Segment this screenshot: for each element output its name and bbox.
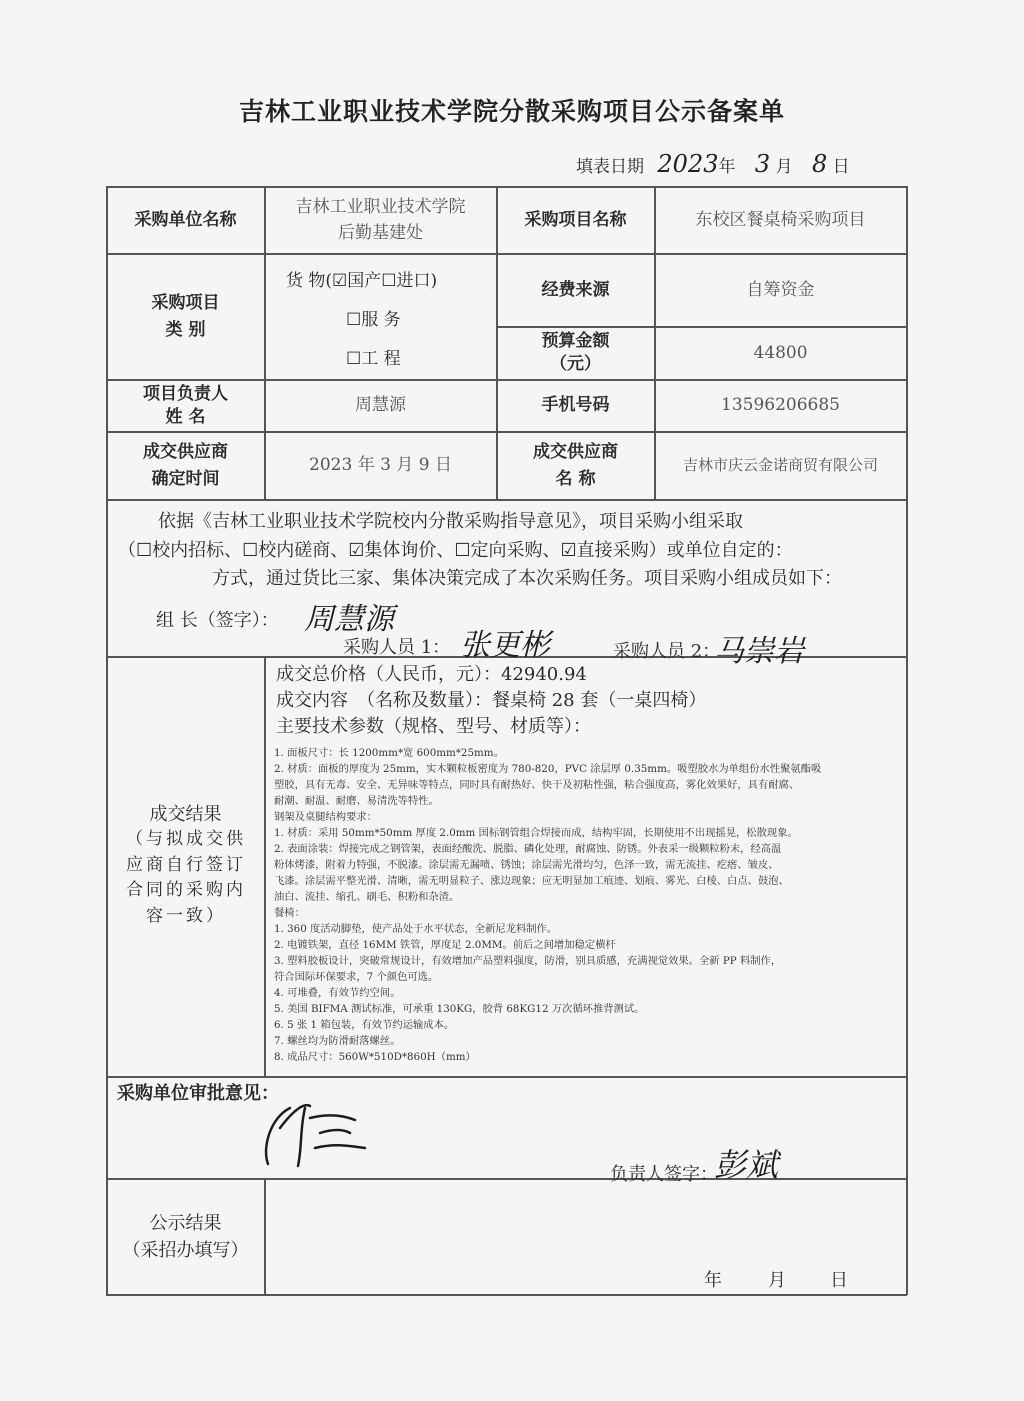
params-line: 5. 美国 BIFMA 测试标准，可承重 130KG，胶背 68KG12 万次循环推背测试。 (274, 1003, 645, 1015)
params-line: 2. 电镀铁架，直径 16MM 铁管，厚度足 2.0MM。前后之间增加稳定横杆 (274, 939, 616, 951)
supplier-time-value: 2023 年 3 月 9 日 (309, 455, 452, 476)
publicity-year-unit: 年 (704, 1270, 722, 1291)
publicity-label: 公示结果 （采招办填写） (122, 1212, 249, 1261)
fill-date-label: 填表日期 (576, 157, 644, 177)
params-line: 1. 360 度活动脚垫，使产品处于水平状态，全新尼龙料制作。 (274, 923, 558, 935)
params-line: 油白、流挂、缩孔、刷毛、积粉和杂渣。 (274, 891, 460, 903)
fill-date (576, 150, 850, 178)
params-line: 符合国际环保要求，7 个颜色可选。 (274, 971, 439, 983)
document-title: 吉林工业职业技术学院分散采购项目公示备案单 (238, 97, 785, 126)
total-price: 成交总价格（人民币，元）：42940.94 (276, 664, 587, 685)
params-line: 2. 材质：面板的厚度为 25mm，实木颗粒板密度为 780-820，PVC 涂层厚 0.35mm。吸塑胶水为单组份水性聚氨酯吸 (274, 763, 822, 775)
publicity-day-unit: 日 (830, 1270, 848, 1291)
basis-line-3: 方式，通过货比三家、集体决策完成了本次采购任务。项目采购小组成员如下： (212, 568, 842, 589)
approval-label: 采购单位审批意见： (117, 1083, 279, 1104)
params-line: 1. 材质：采用 50mm*50mm 厚度 2.0mm 国标钢管组合焊接而成，结构牢固，长期使用不出现摇晃，松散现象。 (274, 827, 798, 839)
params-line: 餐椅： (274, 907, 305, 919)
params-line: 钢架及桌腿结构要求： (274, 811, 377, 823)
params-line: 8. 成品尺寸：560W*510D*860H（mm） (274, 1051, 476, 1063)
fill-date-day: 8 (811, 150, 828, 178)
project-name-value: 东校区餐桌椅采购项目 (695, 209, 866, 230)
category-engineering: ☐工 程 (346, 349, 401, 369)
params-line: 耐潮、耐温、耐磨、易清洗等特性。 (274, 795, 439, 807)
params-line: 4. 可堆叠，有效节约空间。 (274, 987, 401, 999)
basis-line-2: （☐校内招标、☐校内磋商、☑集体询价、☐定向采购、☑直接采购）或单位自定的： (118, 540, 793, 561)
member2-label: 采购人员 2： (613, 641, 721, 662)
approval-signature-mark (250, 1088, 380, 1168)
fill-date-day-unit: 日 (832, 157, 850, 177)
fill-date-month-unit: 月 (775, 157, 793, 177)
phone-value: 13596206685 (721, 395, 840, 416)
fund-source-label: 经费来源 (541, 279, 610, 300)
budget-label: 预算金额 （元） (541, 331, 610, 374)
purchase-unit-value: 吉林工业职业技术学院 后勤基建处 (295, 196, 466, 243)
member2-signature: 马崇岩 (714, 634, 804, 669)
project-leader-value: 周慧源 (355, 395, 406, 416)
phone-label: 手机号码 (541, 395, 610, 416)
params-list (274, 745, 902, 1065)
budget-value: 44800 (753, 342, 808, 363)
responsible-sign-label: 负责人签字： (610, 1164, 718, 1185)
fill-date-month: 3 (754, 150, 771, 178)
params-line: 7. 螺丝均为防滑耐落螺丝。 (274, 1035, 401, 1047)
params-title: 主要技术参数（规格、型号、材质等）： (276, 716, 591, 737)
supplier-time-label: 成交供应商 确定时间 (143, 442, 228, 489)
publicity-month-unit: 月 (768, 1270, 786, 1291)
params-line: 塑胶，具有无毒、安全、无异味等特点，同时具有耐热好、快干及初粘性强，粘合强度高，雾化效果好，具有耐腐、 (274, 779, 800, 791)
params-line: 粉体烤漆，附着力特强，不脱漆。涂层需无漏喷、锈蚀；涂层需光滑均匀，色泽一致，需无流挂、疙瘩、皱皮、 (274, 859, 779, 871)
category-service: ☐服 务 (346, 310, 401, 330)
member1-label: 采购人员 1： (343, 637, 451, 658)
purchase-unit-label: 采购单位名称 (134, 209, 237, 230)
params-line: 3. 塑料胶板设计，突破常规设计，有效增加产品塑料强度，防滑，别具质感，充满视觉效果。全新 PP 料制作， (274, 955, 782, 967)
fund-source-value: 自筹资金 (746, 279, 815, 300)
fill-date-year: 2023 (657, 150, 719, 178)
project-leader-label: 项目负责人 姓 名 (143, 383, 228, 427)
basis-line-1: 依据《吉林工业职业技术学院校内分散采购指导意见》，项目采购小组采取 (158, 511, 743, 532)
params-line: 2. 表面涂装：焊接完成之钢管架，表面经酸洗、脱脂、磷化处理，耐腐蚀、防锈。外表采一级颗粒粉末，经高温 (274, 843, 782, 855)
params-line: 6. 5 张 1 箱包装，有效节约运输成本。 (274, 1019, 455, 1031)
project-name-label: 采购项目名称 (524, 209, 627, 230)
responsible-signature: 彭斌 (714, 1146, 779, 1184)
result-content: 成交内容 （名称及数量）：餐桌椅 28 套（一桌四椅） (276, 690, 707, 711)
params-line: 飞漆。涂层需平整光滑、清晰，需无明显粒子、涨边现象；应无明显加工痕迹、划痕、雾光、白棱、白点、鼓泡、 (274, 875, 789, 887)
result-label-note: （与拟成交供 应商自行签订 合同的采购内 容一致） (126, 829, 246, 926)
params-line: 1. 面板尺寸：长 1200mm*宽 600mm*25mm。 (274, 747, 504, 759)
member1-signature: 张更彬 (460, 628, 550, 663)
supplier-name-label: 成交供应商 名 称 (533, 442, 618, 489)
category-goods: 货 物(☑国产☐进口) (286, 271, 438, 291)
supplier-name-value: 吉林市庆云金诺商贸有限公司 (682, 455, 878, 474)
leader-sign-label: 组 长（签字）： (156, 610, 279, 631)
result-label: 成交结果 (149, 804, 222, 826)
project-category-label: 采购项目 类 别 (151, 293, 220, 340)
fill-date-year-unit: 年 (718, 157, 736, 177)
leader-signature: 周慧源 (304, 602, 394, 637)
